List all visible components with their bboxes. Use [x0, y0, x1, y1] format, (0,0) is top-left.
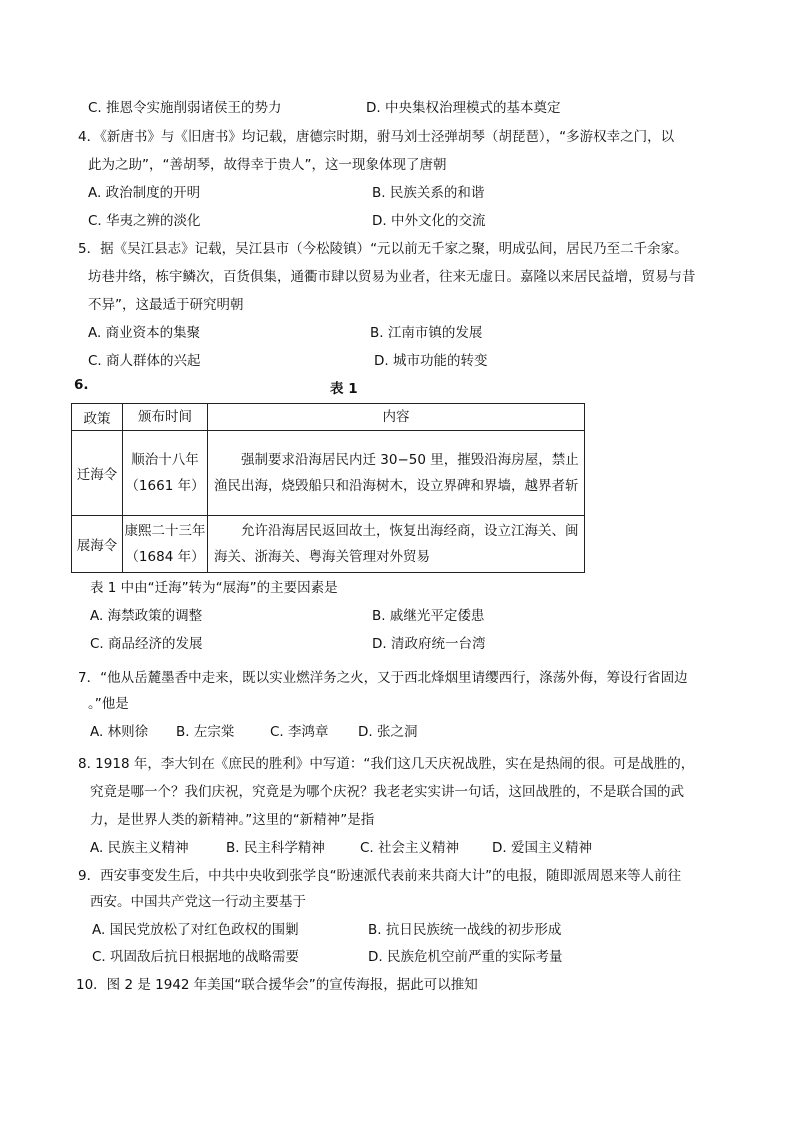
row2-policy: 展海令	[72, 516, 123, 573]
header-policy: 政策	[72, 404, 123, 431]
q4-option-b: B. 民族关系的和谐	[372, 185, 485, 201]
q7-option-b: B. 左宗棠	[176, 724, 235, 740]
row1-content: 强制要求沿海居民内迁 30−50 里，摧毁沿海房屋，禁止渔民出海，烧毁船只和沿海树木，设立界碑和界墙，越界者斩	[208, 431, 585, 516]
row1-time	[123, 431, 208, 516]
q6-option-c: C. 商品经济的发展	[90, 636, 203, 652]
q6-number: 6.	[74, 377, 89, 393]
q7-option-c: C. 李鸿章	[270, 724, 329, 740]
q3-option-d: D. 中央集权治理模式的基本奠定	[366, 100, 561, 116]
row1-policy: 迁海令	[72, 431, 123, 516]
table-1-title: 表 1	[330, 381, 358, 397]
q8-option-d: D. 爱国主义精神	[492, 840, 592, 856]
q5-option-b: B. 江南市镇的发展	[370, 325, 483, 341]
q9-option-a: A. 国民党放松了对红色政权的围剿	[92, 922, 299, 938]
q7-stem-line2: 。”他是	[88, 696, 129, 712]
row2-time	[123, 516, 208, 573]
row2-time-year: （1684 年）	[125, 549, 205, 565]
q7-option-a: A. 林则徐	[90, 724, 149, 740]
policy-table	[71, 403, 585, 573]
q8-stem-line3: 力，是世界人类的新精神。”这里的“新精神”是指	[90, 812, 375, 828]
q5-option-c: C. 商人群体的兴起	[88, 353, 201, 369]
q4-stem-line2: 此为之助”，“善胡琴，故得幸于贵人”，这一现象体现了唐朝	[88, 157, 447, 173]
header-time: 颁布时间	[123, 404, 208, 431]
row1-time-year: （1661 年）	[125, 478, 205, 494]
q9-option-c: C. 巩固敌后抗日根据地的战略需要	[92, 949, 300, 965]
q5-stem-line3: 不异”，这最适于研究明朝	[88, 297, 244, 313]
q9-stem-line1: 9．西安事变发生后，中共中央收到张学良“盼速派代表前来共商大计”的电报，随即派周恩来等人前往	[78, 868, 682, 884]
q5-stem-line2: 坊巷井络，栋宇鳞次，百货俱集，通衢市肆以贸易为业者，往来无虚日。嘉隆以来居民益增，贸易与昔	[88, 269, 696, 285]
q6-option-b: B. 戚继光平定倭患	[372, 608, 485, 624]
q8-option-a: A. 民族主义精神	[90, 840, 189, 856]
q6-option-a: A. 海禁政策的调整	[90, 608, 203, 624]
q5-option-d: D. 城市功能的转变	[374, 353, 488, 369]
header-content: 内容	[208, 404, 585, 431]
q7-option-d: D. 张之洞	[358, 724, 418, 740]
table-row	[72, 516, 585, 573]
row2-time-reign: 康熙二十三年	[124, 523, 206, 539]
q5-option-a: A. 商业资本的集聚	[88, 325, 201, 341]
q5-stem-line1: 5．据《吴江县志》记载，吴江县市（今松陵镇）“元以前无千家之聚，明成弘间，居民乃至二千余家。	[78, 241, 688, 257]
q8-stem-line2: 究竟是哪一个？我们庆祝，究竟是为哪个庆祝？我老老实实讲一句话，这回战胜的，不是联合国的武	[90, 784, 684, 800]
q8-option-b: B. 民主科学精神	[226, 840, 325, 856]
q8-option-c: C. 社会主义精神	[360, 840, 460, 856]
row1-time-reign: 顺治十八年	[131, 452, 199, 468]
q8-stem-line1: 8. 1918 年，李大钊在《庶民的胜利》中写道：“我们这几天庆祝战胜，实在是热闹的很。可是战胜的，	[78, 756, 695, 772]
q4-option-d: D. 中外文化的交流	[372, 213, 486, 229]
q6-option-d: D. 清政府统一台湾	[372, 636, 486, 652]
row2-content: 允许沿海居民返回故土，恢复出海经商，设立江海关、闽海关、浙海关、粤海关管理对外贸易	[208, 516, 585, 573]
q4-option-a: A. 政治制度的开明	[88, 185, 201, 201]
q4-stem-line1: 4．《新唐书》与《旧唐书》均记载，唐德宗时期，驸马刘士泾弹胡琴（胡琵琶），“多游权幸之门，以	[78, 129, 675, 145]
q9-stem-line2: 西安。中国共产党这一行动主要基于	[90, 894, 306, 910]
q9-option-b: B. 抗日民族统一战线的初步形成	[368, 922, 562, 938]
table-row	[72, 431, 585, 516]
q3-option-c: C. 推恩令实施削弱诸侯王的势力	[88, 100, 282, 116]
q9-option-d: D. 民族危机空前严重的实际考量	[368, 949, 563, 965]
q6-stem: 表 1 中由“迁海”转为“展海”的主要因素是	[90, 580, 338, 596]
q7-stem-line1: 7．“他从岳麓墨香中走来，既以实业燃洋务之火，又于西北烽烟里请缨西行，涤荡外侮，筹设行省固边	[78, 670, 688, 686]
q10-stem-line1: 10．图 2 是 1942 年美国“联合援华会”的宣传海报，据此可以推知	[76, 977, 478, 993]
q4-option-c: C. 华夷之辨的淡化	[88, 213, 201, 229]
table-header-row	[72, 404, 585, 431]
